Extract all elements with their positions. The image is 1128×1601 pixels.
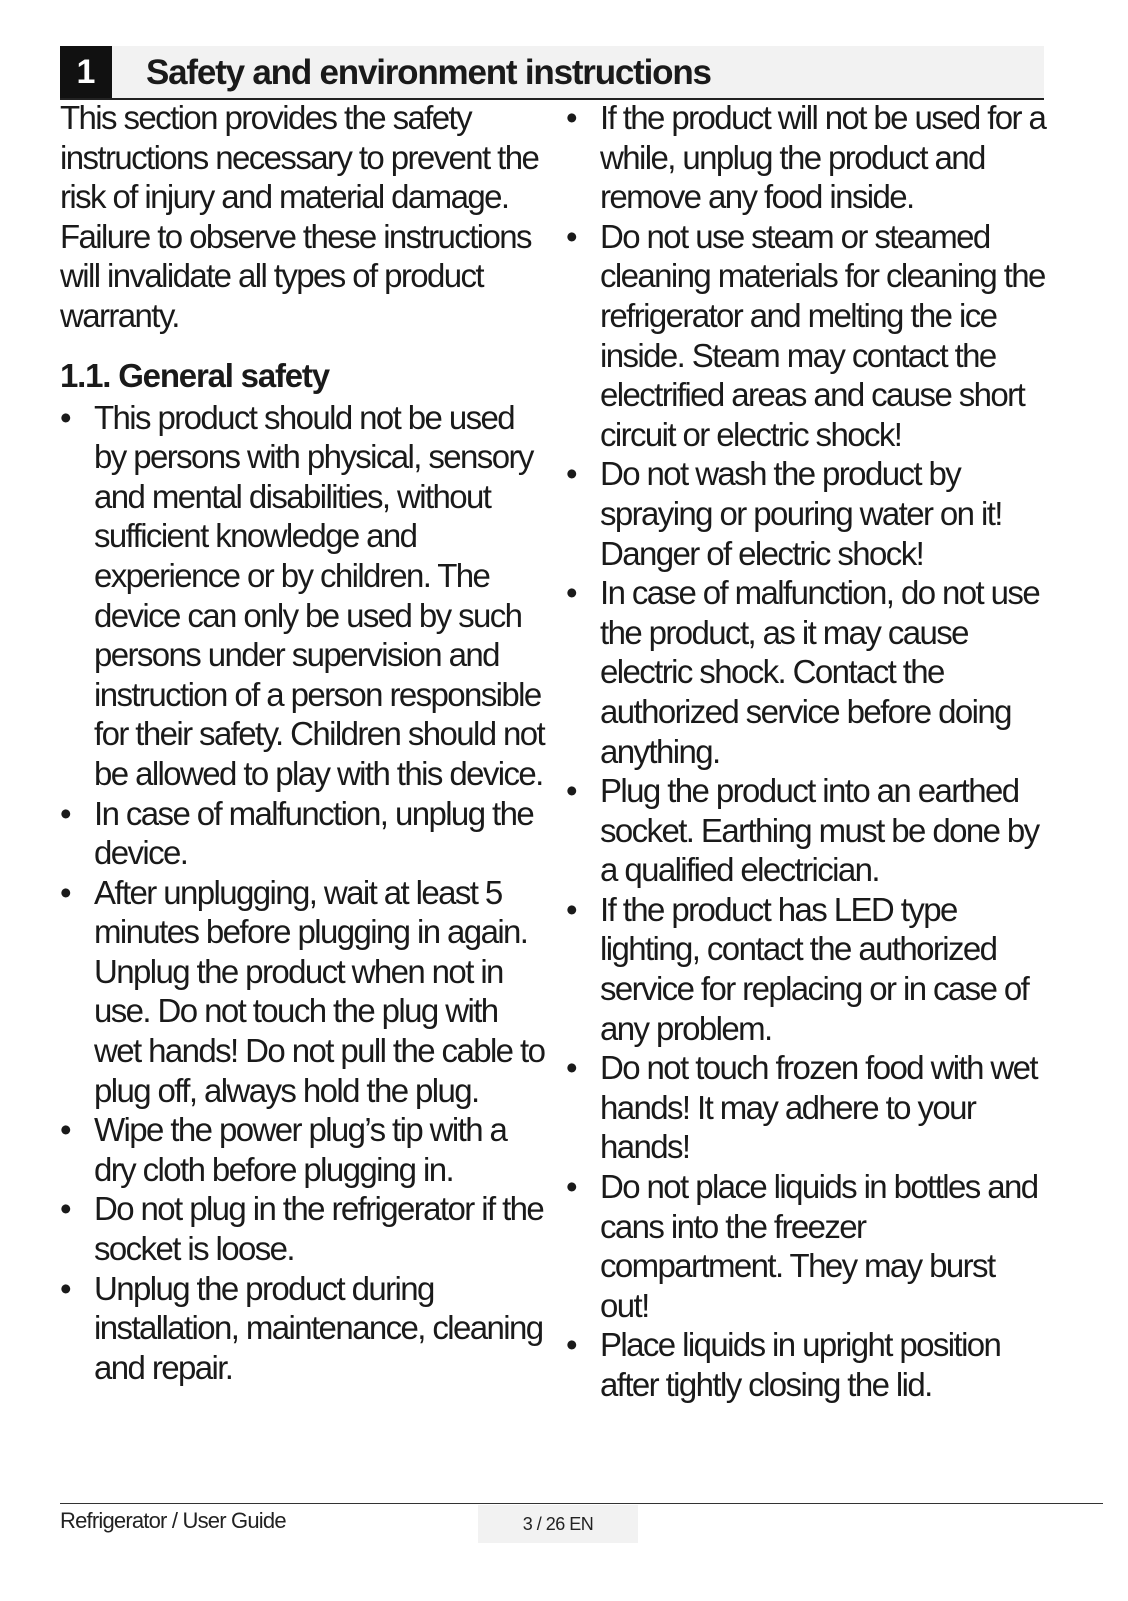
list-item: • If the product will not be used for a while, unplug the product and remove any food inside.	[566, 98, 1046, 217]
subsection-title: 1.1. General safety	[60, 356, 329, 394]
list-item: • Do not touch frozen food with wet hands! It may adhere to your hands!	[566, 1048, 1046, 1167]
section-header	[60, 46, 1044, 100]
left-bullet-list	[60, 398, 550, 1388]
right-column	[566, 98, 1046, 1405]
list-item: • Wipe the power plug’s tip with a dry cloth before plugging in.	[60, 1110, 550, 1189]
list-item: • In case of malfunction, unplug the device.	[60, 794, 550, 873]
intro-paragraph: This section provides the safety instructions necessary to prevent the risk of injury and material damage. Failure to observe these instructions will invalidate all types of product warranty.	[60, 99, 539, 334]
left-column	[60, 98, 550, 1387]
footer-divider	[60, 1503, 1103, 1504]
list-item: • Do not wash the product by spraying or pouring water on it! Danger of electric shock!	[566, 454, 1046, 573]
list-item: • Do not use steam or steamed cleaning materials for cleaning the refrigerator and melting the ice inside. Steam may contact the electrified areas and cause short circuit or electric shock!	[566, 217, 1046, 455]
list-item: • Do not plug in the refrigerator if the socket is loose.	[60, 1189, 550, 1268]
list-item: • Do not place liquids in bottles and cans into the freezer compartment. They may burst out!	[566, 1167, 1046, 1325]
list-item: • This product should not be used by persons with physical, sensory and mental disabilities, without sufficient knowledge and experience or by children. The device can only be used by such persons under supervision and instruction of a person responsible for their safety. Children should not be allowed to play with this device.	[60, 398, 550, 794]
list-item: • Place liquids in upright position after tightly closing the lid.	[566, 1325, 1046, 1404]
footer-guide-title: Refrigerator / User Guide	[60, 1508, 286, 1533]
list-item: • Unplug the product during installation, maintenance, cleaning and repair.	[60, 1269, 550, 1388]
section-title: Safety and environment instructions	[146, 53, 711, 92]
page-number: 3 / 26 EN	[478, 1505, 638, 1543]
list-item: • After unplugging, wait at least 5 minutes before plugging in again. Unplug the product when not in use. Do not touch the plug with wet hands! Do not pull the cable to plug off, always hold the plug.	[60, 873, 550, 1111]
list-item: • In case of malfunction, do not use the product, as it may cause electric shock. Contact the authorized service before doing anything.	[566, 573, 1046, 771]
list-item: • Plug the product into an earthed socket. Earthing must be done by a qualified electrician.	[566, 771, 1046, 890]
right-bullet-list	[566, 98, 1046, 1405]
section-number: 1	[60, 46, 112, 98]
list-item: • If the product has LED type lighting, contact the authorized service for replacing or in case of any problem.	[566, 890, 1046, 1048]
